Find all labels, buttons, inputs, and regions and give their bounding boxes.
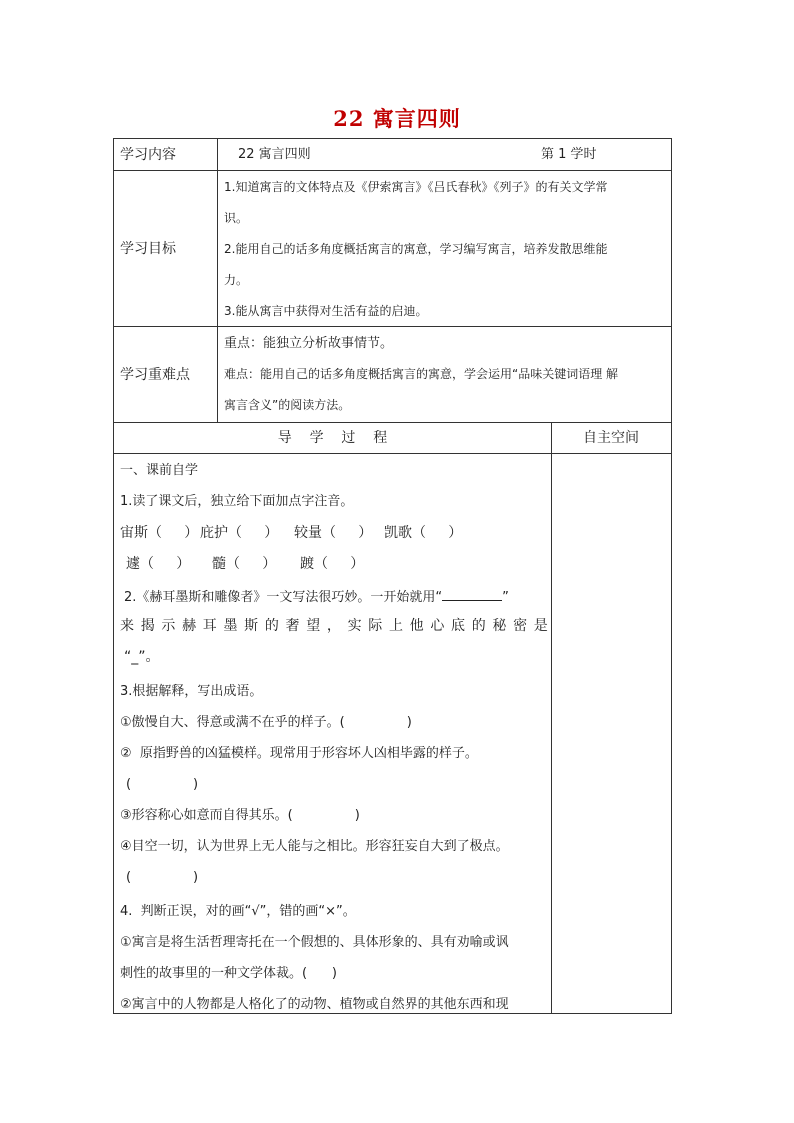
- section-heading: 一、课前自学: [120, 463, 199, 478]
- key-point-line: 重点：能独立分析故事情节。: [224, 336, 394, 351]
- content-label: 学习内容: [120, 147, 176, 163]
- pinyin-item: 宙斯（ ）: [120, 525, 199, 541]
- idiom-item: ①傲慢自大、得意或满不在乎的样子。( ): [120, 715, 412, 730]
- question-2-line-3: “_”。: [124, 649, 160, 665]
- answer-blank[interactable]: [442, 588, 502, 601]
- judgement-item: ①寓言是将生活哲理寄托在一个假想的、具体形象的、具有劝喻或讽: [120, 935, 509, 950]
- row-divider: [114, 453, 671, 454]
- question-3: 3.根据解释，写出成语。: [120, 684, 263, 699]
- page-title: 22 寓言四则: [333, 106, 461, 131]
- key-points-label: 学习重难点: [120, 367, 190, 383]
- question-2-text: 2.《赫耳墨斯和雕像者》一文写法很巧妙。一开始就用“: [124, 590, 443, 605]
- idiom-item: ④目空一切，认为世界上无人能与之相比。形容狂妄自大到了极点。: [120, 839, 509, 854]
- pinyin-item: 较量（ ）: [294, 525, 373, 541]
- goal-line: 2.能用自己的话多角度概括寓言的寓意，学习编写寓言，培养发散思维能: [224, 242, 608, 256]
- key-point-line: 难点：能用自己的话多角度概括寓言的寓意，学会运用“品味关键词语理 解: [224, 367, 619, 381]
- goals-label: 学习目标: [120, 241, 176, 257]
- guide-process-header: 导 学 过 程: [277, 430, 388, 446]
- pinyin-item: 凯歌（ ）: [384, 525, 463, 541]
- period-label: 第 1 学时: [541, 147, 597, 162]
- study-plan-table: [113, 138, 672, 1014]
- question-2-quote-close: ”: [502, 590, 509, 605]
- column-divider: [217, 139, 218, 422]
- row-divider: [114, 170, 671, 171]
- question-2: [124, 588, 509, 604]
- key-point-line: 寓言含义”的阅读方法。: [224, 398, 351, 412]
- row-divider: [114, 422, 671, 423]
- question-1: 1.读了课文后，独立给下面加点字注音。: [120, 494, 354, 509]
- pinyin-item: 遽（ ）: [126, 556, 191, 572]
- pinyin-item: 庇护（ ）: [200, 525, 279, 541]
- goal-line: 1.知道寓言的文体特点及《伊索寓言》《吕氏春秋》《列子》的有关文学常: [224, 180, 608, 194]
- self-space-header: 自主空间: [583, 430, 639, 446]
- judgement-item: ②寓言中的人物都是人格化了的动物、植物或自然界的其他东西和现: [120, 997, 509, 1012]
- idiom-item: ② 原指野兽的凶猛模样。现常用于形容坏人凶相毕露的样子。: [120, 746, 478, 761]
- judgement-item-cont: 刺性的故事里的一种文学体裁。( ): [120, 966, 337, 981]
- question-2-line-2: 来 揭 示 赫 耳 墨 斯 的 奢 望 ， 实 际 上 他 心 底 的 秘 密 是: [120, 618, 548, 634]
- goal-line: 识。: [224, 211, 249, 225]
- row-divider: [114, 326, 671, 327]
- question-4: 4. 判断正误，对的画“√”，错的画“×”。: [120, 904, 356, 919]
- answer-paren: ( ): [126, 870, 199, 885]
- pinyin-item: 髓（ ）: [212, 556, 277, 572]
- column-divider: [551, 422, 552, 1013]
- lesson-title: 22 寓言四则: [238, 147, 311, 162]
- goal-line: 3.能从寓言中获得对生活有益的启迪。: [224, 304, 428, 318]
- idiom-item: ③形容称心如意而自得其乐。( ): [120, 808, 360, 823]
- goal-line: 力。: [224, 273, 249, 287]
- pinyin-item: 踱（ ）: [300, 556, 365, 572]
- answer-paren: ( ): [126, 777, 199, 792]
